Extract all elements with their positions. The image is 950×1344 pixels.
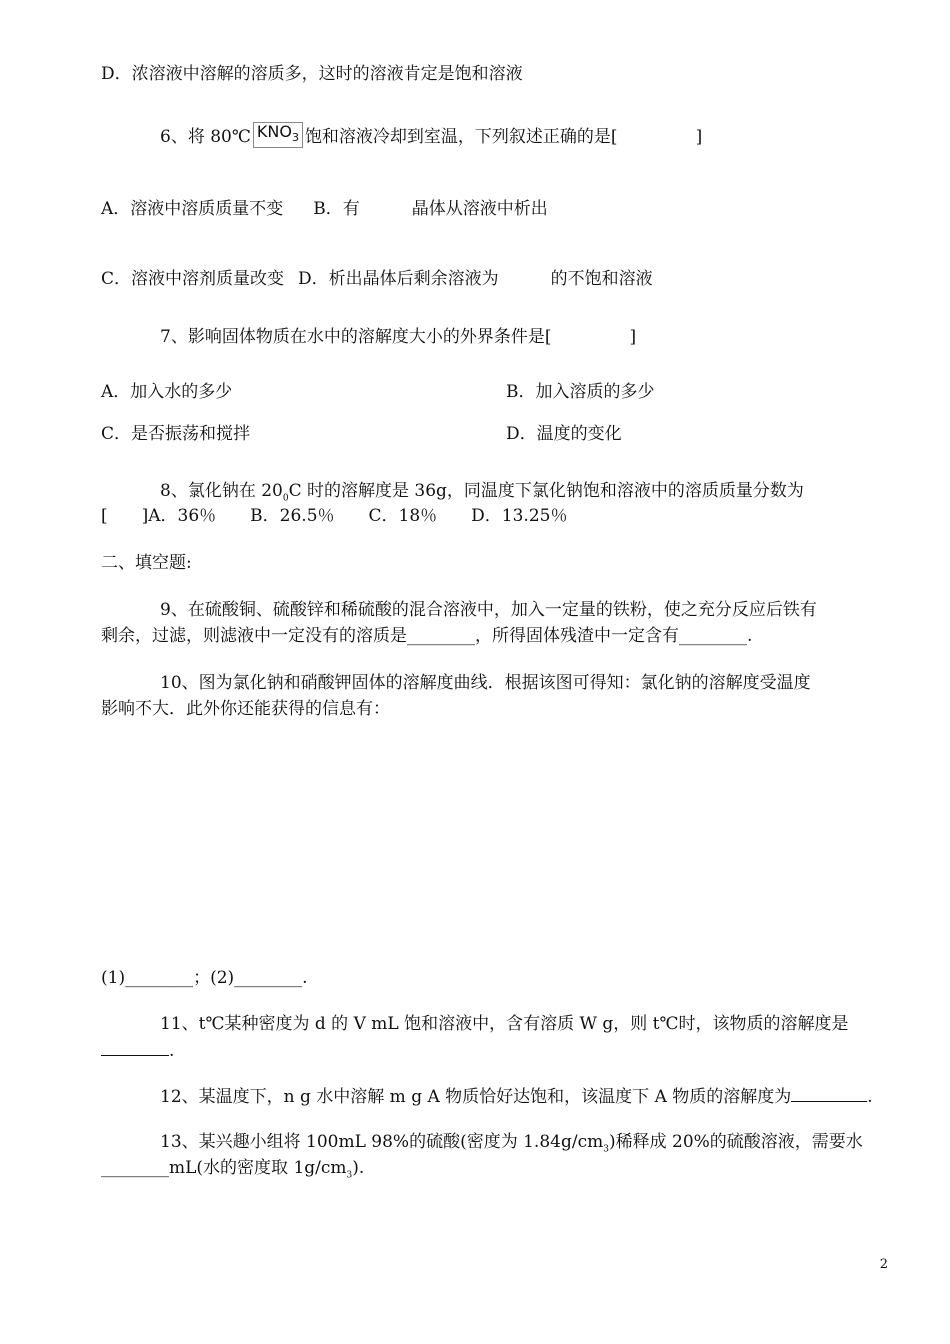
q9-line-1: 9、在硫酸铜、硫酸锌和稀硫酸的混合溶液中，加入一定量的铁粉，使之充分反应后铁有 [160,600,817,620]
q5-option-d: D．浓溶液中溶解的溶质多，这时的溶液肯定是饱和溶液 [101,64,523,84]
q6-option-b-pre: B．有 [313,199,360,219]
q9-line-2: 剩余，过滤，则滤液中一定没有的溶质是________，所得固体残渣中一定含有________. [101,626,753,646]
q8-stem: 8、氯化钠在 $20_0C$ 时的溶解度是 36g，同温度下氯化钠饱和溶液中的溶质质量分数为 [160,481,804,504]
q6-option-d-pre: D．析出晶体后剩余溶液为 [298,269,499,289]
q7-option-d: D．温度的变化 [506,424,622,444]
q6-stem-post: 饱和溶液冷却到室温，下列叙述正确的是[ [304,127,618,147]
section-2-title: 二、填空题: [101,553,192,573]
q7-option-a: A．加入水的多少 [101,382,233,402]
q6-stem-pre: 6、将 80℃ [160,127,251,147]
q6-option-d-post: 的不饱和溶液 [550,269,653,289]
q6-bracket-end: ] [695,127,703,147]
q6-option-b-post: 晶体从溶液中析出 [411,199,548,219]
q6-option-a: A．溶液中溶质质量不变 [101,199,284,219]
q6-options-cd [101,268,653,290]
q13-line-2: ________mL(水的密度取 $1g/cm_3$). [101,1158,365,1181]
q8-options: [ ]A．36％ B．26.5％ C．18％ D．13.25％ [101,506,568,526]
q7-option-c: C．是否振荡和搅拌 [101,424,251,444]
q10-line-1: 10、图为氯化钠和硝酸钾固体的溶解度曲线．根据该图可得知：氯化钠的溶解度受温度 [160,673,811,693]
q10-line-2: 影响不大．此外你还能获得的信息有： [101,699,390,719]
q11-line-1: 11、t℃某种密度为 d 的 V mL 饱和溶液中，含有溶质 W g，则 t℃时，该物质的溶解度是 [160,1014,849,1034]
q7-stem: 7、影响固体物质在水中的溶解度大小的外界条件是[ ] [160,327,637,347]
q11-line-2: . [101,1039,174,1062]
q6-stem [160,122,703,153]
q12-stem: 12、某温度下，n g 水中溶解 m g A 物质恰好达饱和，该温度下 A 物质的溶解度为 . [160,1087,873,1107]
page-number: 2 [879,1257,888,1272]
q7-option-b: B．加入溶质的多少 [506,382,655,402]
q6-options-ab [101,198,548,220]
q6-option-c: C．溶液中溶剂质量改变 [101,269,285,289]
q11-answer-blank [101,1039,169,1056]
q10-answer-line: (1)________；(2)________. [101,968,308,988]
q12-answer-blank [791,1085,867,1102]
q13-line-1: 13、某兴趣小组将 100mL 98%的硫酸(密度为 $1.84g/cm_3$)稀释成 20%的硫酸溶液，需要水 [160,1132,863,1155]
kno3-formula-box: $KNO_3$ [253,122,303,148]
